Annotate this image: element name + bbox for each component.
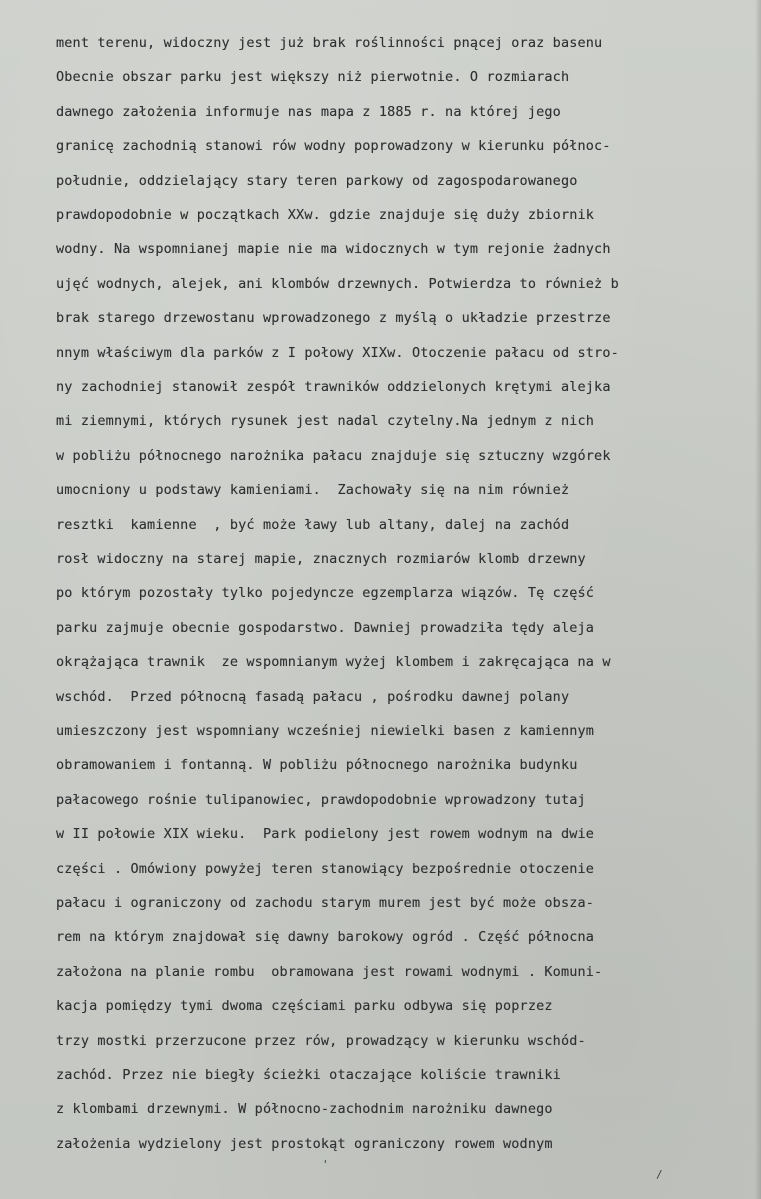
text-line: w pobliżu północnego narożnika pałacu znajduje się sztuczny wzgórek: [56, 447, 611, 464]
text-line: rem na którym znajdował się dawny barokowy ogród . Część północna: [56, 929, 595, 946]
body-text: [56, 33, 761, 1152]
text-line: umocniony u podstawy kamieniami. Zachowały się na nim również: [56, 482, 570, 499]
page-edge-shadow: [755, 0, 761, 1199]
text-line: dawnego założenia informuje nas mapa z 1885 r. na której jego: [56, 103, 561, 120]
text-line: umieszczony jest wspomniany wcześniej niewielki basen z kamiennym: [56, 723, 595, 739]
text-line: mi ziemnymi, których rysunek jest nadal czytelny.Na jednym z nich: [56, 413, 595, 430]
text-line: założenia wydzielony jest prostokąt ograniczony rowem wodnym: [56, 1135, 553, 1152]
text-line: ny zachodniej stanowił zespół trawników oddzielonych krętymi alejka: [56, 379, 611, 395]
text-line: brak starego drzewostanu wprowadzonego z myślą o układzie przestrze: [56, 310, 611, 327]
text-line: ment terenu, widoczny jest już brak roślinności pnącej oraz basenu: [56, 35, 603, 51]
text-line: resztki kamienne , być może ławy lub altany, dalej na zachód: [56, 516, 570, 533]
text-line: części . Omówiony powyżej teren stanowiący bezpośrednie otoczenie: [56, 860, 595, 877]
text-line: po którym pozostały tylko pojedyncze egzemplarza wiązów. Tę część: [56, 585, 595, 602]
text-line: nnym właściwym dla parków z I połowy XIXw. Otoczenie pałacu od stro-: [56, 344, 619, 361]
stray-mark: ': [322, 1158, 329, 1171]
text-line: pałacowego rośnie tulipanowiec, prawdopodobnie wprowadzony tutaj: [56, 791, 586, 808]
text-line: Obecnie obszar parku jest większy niż pierwotnie. O rozmiarach: [56, 69, 570, 86]
text-line: pałacu i ograniczony od zachodu starym murem jest być może obsza-: [56, 895, 595, 911]
text-line: w II połowie XIX wieku. Park podielony jest rowem wodnym na dwie: [56, 826, 595, 843]
text-line: założona na planie rombu obramowana jest rowami wodnymi . Komuni-: [56, 963, 603, 980]
text-line: kacja pomiędzy tymi dwoma częściami parku odbywa się poprzez: [56, 998, 553, 1015]
stray-mark: /: [656, 1168, 663, 1181]
text-line: z klombami drzewnymi. W północno-zachodnim narożniku dawnego: [56, 1101, 553, 1118]
text-line: trzy mostki przerzucone przez rów, prowadzący w kierunku wschód-: [56, 1032, 586, 1049]
text-line: obramowaniem i fontanną. W pobliżu północnego narożnika budynku: [56, 757, 578, 774]
text-line: południe, oddzielający stary teren parkowy od zagospodarowanego: [56, 172, 578, 189]
text-line: okrążająca trawnik ze wspomnianym wyżej klombem i zakręcająca na w: [56, 654, 611, 671]
text-line: parku zajmuje obecnie gospodarstwo. Dawniej prowadziła tędy aleja: [56, 619, 595, 636]
text-line: zachód. Przez nie biegły ścieżki otaczające koliście trawniki: [56, 1067, 561, 1083]
text-line: rosł widoczny na starej mapie, znacznych rozmiarów klomb drzewny: [56, 551, 586, 567]
text-line: wodny. Na wspomnianej mapie nie ma widocznych w tym rejonie żadnych: [56, 241, 611, 258]
text-line: granicę zachodnią stanowi rów wodny poprowadzony w kierunku północ-: [56, 138, 611, 155]
text-line: wschód. Przed północną fasadą pałacu , pośrodku dawnej polany: [56, 688, 570, 705]
text-line: ujęć wodnych, alejek, ani klombów drzewnych. Potwierdza to również b: [56, 275, 619, 292]
text-line: prawdopodobnie w początkach XXw. gdzie znajduje się duży zbiornik: [56, 207, 595, 223]
